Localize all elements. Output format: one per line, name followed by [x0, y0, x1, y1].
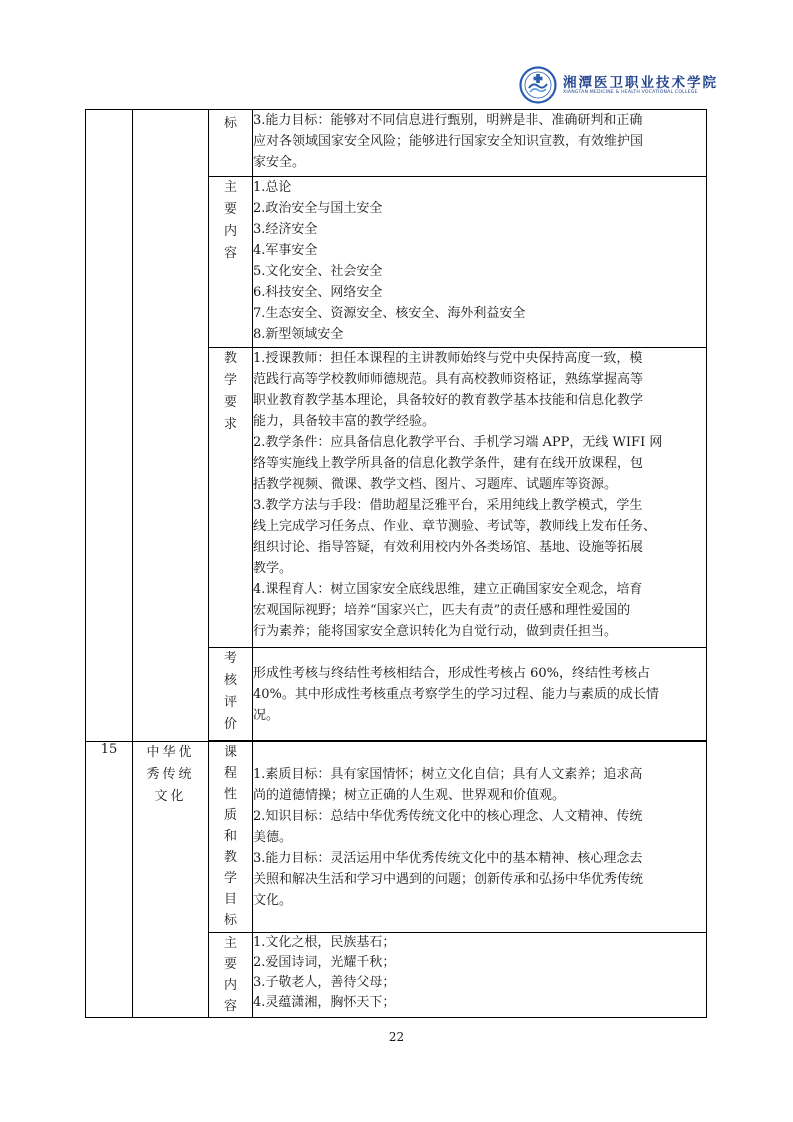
course15-nature-content: 1.素质目标：具有家国情怀；树立文化自信；具有人文素养；追求高 尚的道德情操；树立正确的人生观、世界观和价值观。 2.知识目标：总结中华优秀传统文化中的核心理念、人文精神、传统 美德。 3.能力目标：灵活运用中华优秀传统文化中的基本精神、核心理念去 关照和解决生活和学习中遇到的问题；创新传承和弘扬中华优秀传统 文化。: [253, 742, 707, 933]
course-table: [85, 109, 707, 1018]
prev-requirements-content: 1.授课教师：担任本课程的主讲教师始终与党中央保持高度一致，模 范践行高等学校教师师德规范。具有高校教师资格证，熟练掌握高等 职业教育教学基本理论，具备较好的教育教学基本技能和信息化教学 能力，具备较丰富的教学经验。 2.教学条件：应具备信息化教学平台、手机学习端 APP，无线 WIFI 网 络等实施线上教学所具备的信息化教学条件，建有在线开放课程，包 括教学视频、微课、教学文档、图片、习题库、试题库等资源。 3.教学方法与手段：借助超星泛雅平台，采用纯线上教学模式，学生 线上完成学习任务点、作业、章节测验、考试等，教师线上发布任务、 组织讨论、指导答疑，有效利用校内外各类场馆、基地、设施等拓展 教学。 4.课程育人：树立国家安全底线思维，建立正确国家安全观念，培育 宏观国际视野；培养“国家兴亡，匹夫有责”的责任感和理性爱国的 行为素养；能将国家安全意识转化为自觉行动，做到责任担当。: [253, 348, 707, 648]
page-number: 22: [388, 1030, 405, 1044]
course-number: 15: [86, 742, 133, 1018]
prev-evaluation-label: 考 核 评 价: [209, 648, 253, 741]
prev-objective-content: 3.能力目标：能够对不同信息进行甄别，明辨是非、准确研判和正确 应对各领域国家安全风险；能够进行国家安全知识宣教，有效维护国 家安全。: [253, 110, 707, 177]
college-logo: [519, 66, 719, 110]
prev-requirements-label: 教 学 要 求: [209, 348, 253, 648]
prev-objective-label: 标: [209, 110, 253, 177]
prev-name-cell: [133, 110, 209, 742]
prev-number-cell: [86, 110, 133, 742]
course15-nature-label: 课 程 性 质 和 教 学 目 标: [209, 742, 253, 933]
college-name: 湘潭医卫职业技术学院: [563, 75, 718, 91]
prev-content-list: 1.总论 2.政治安全与国土安全 3.经济安全 4.军事安全 5.文化安全、社会安全 6.科技安全、网络安全 7.生态安全、资源安全、核安全、海外利益安全 8.新型领域安全: [253, 177, 707, 348]
table-row: [86, 110, 707, 177]
course15-content-list: 1.文化之根，民族基石； 2.爱国诗词，光耀千秋； 3.子敬老人，善待父母； 4.灵蕴潇湘，胸怀天下；: [253, 933, 707, 1018]
prev-evaluation-content: 形成性考核与终结性考核相结合，形成性考核占 60%，终结性考核占 40%。其中形成性考核重点考察学生的学习过程、能力与素质的成长情 况。: [253, 648, 707, 741]
prev-content-label: 主 要 内 容: [209, 177, 253, 348]
course-name: 中华优 秀传统 文化: [133, 742, 209, 1018]
table-row: [86, 742, 707, 933]
course15-content-label: 主 要 内 容: [209, 933, 253, 1018]
college-emblem-icon: [519, 66, 557, 104]
college-name-en: XIANGTAN MEDICINE & HEALTH VOCATIONAL COLLEGE: [563, 90, 698, 95]
